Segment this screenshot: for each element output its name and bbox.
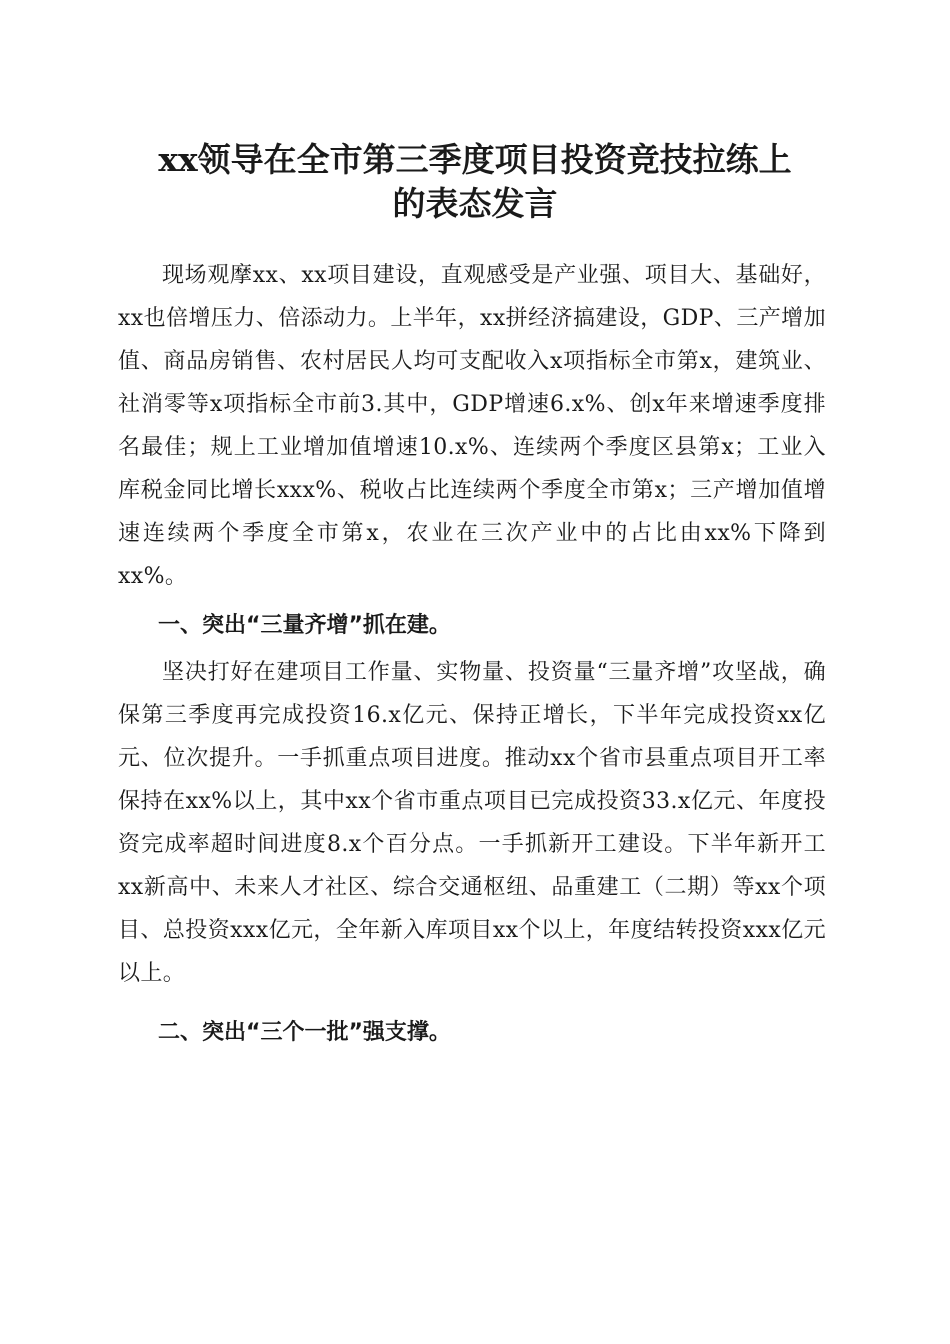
section-1-paragraph: 坚决打好在建项目工作量、实物量、投资量“三量齐增”攻坚战，确保第三季度再完成投资16.x亿元、保持正增长，下半年完成投资xx亿元、位次提升。一手抓重点项目进度。推动xx个省市县重点项目开工率保持在xx%以上，其中xx个省市重点项目已完成投资33.x亿元、年度投资完成率超时间进度8.x个百分点。一手抓新开工建设。下半年新开工xx新高中、未来人才社区、综合交通枢纽、品重建工（二期）等xx个项目、总投资xxx亿元，全年新入库项目xx个以上，年度结转投资xxx亿元以上。 bbox=[118, 660, 826, 986]
intro-paragraph: 现场观摩xx、xx项目建设，直观感受是产业强、项目大、基础好，xx也倍增压力、倍添动力。上半年，xx拼经济搞建设，GDP、三产增加值、商品房销售、农村居民人均可支配收入x项指标全市第x，建筑业、社消零等x项指标全市前3.其中，GDP增速6.x%、创x年来增速季度排名最佳；规上工业增加值增速10.x%、连续两个季度区县第x；工业入库税金同比增长xxx%、税收占比连续两个季度全市第x；三产增加值增速连续两个季度全市第x，农业在三次产业中的占比由xx%下降到xx%。 bbox=[118, 263, 826, 589]
title-line-1: xx领导在全市第三季度项目投资竞技拉练上 bbox=[158, 140, 792, 179]
section-1-heading: 一、突出“三量齐增”抓在建。 bbox=[158, 613, 451, 638]
document-body bbox=[118, 254, 826, 1058]
title-line-2: 的表态发言 bbox=[392, 184, 558, 223]
section-2-heading: 二、突出“三个一批”强支撑。 bbox=[158, 1020, 451, 1045]
document-title bbox=[100, 138, 850, 226]
